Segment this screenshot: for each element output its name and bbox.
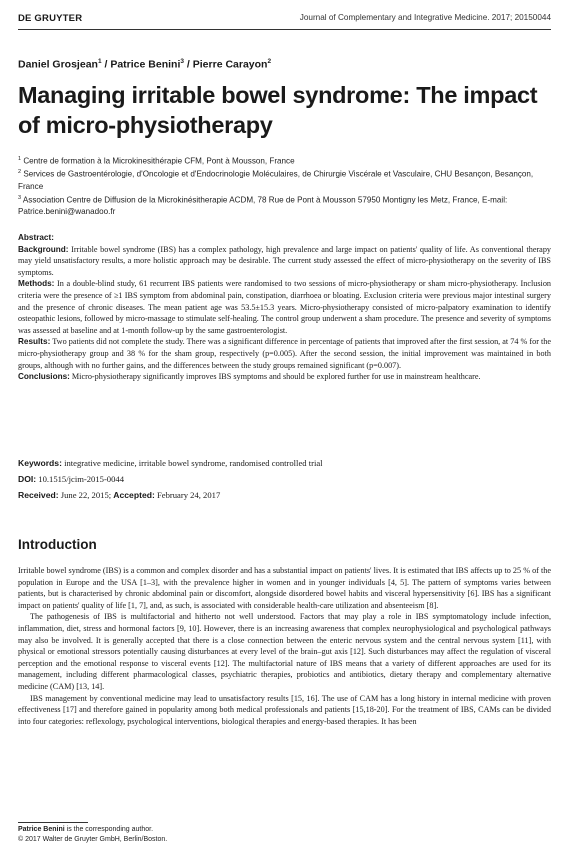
- keywords-line: Keywords: integrative medicine, irritable bowel syndrome, randomised controlled trial: [18, 458, 323, 468]
- corresponding-author-note: Patrice Benini is the corresponding author.: [18, 826, 154, 833]
- header-rule: [18, 29, 551, 30]
- doi-line: DOI: 10.1515/jcim-2015-0044: [18, 474, 124, 484]
- author-name[interactable]: Patrice Benini: [110, 58, 181, 71]
- author-name[interactable]: Pierre Carayon: [192, 58, 268, 71]
- introduction-body: [18, 565, 551, 727]
- abstract-background: Background: Irritable bowel syndrome (IBS) has a complex pathology, high prevalence and large impact on patients' quality of life. As conventional therapy may yield unsatisfactory results, a more holistic approach may be desirable. The current study assessed the effect of micro-physiotherapy on the severity of IBS symptoms.: [18, 244, 552, 277]
- footnote-rule: [18, 822, 88, 823]
- body-paragraph: IBS management by conventional medicine may lead to unsatisfactory results [15, 16]. The use of CAM has a long history in internal medicine with proven effectiveness [17] and therefore gained in popularity among both medical professionals and patients [15,18-20]. For the treatment of IBS, CAMs can be divided into four categories: reflexology, psychological interventions, biological therapies and energy-based therapies. It has been: [18, 693, 551, 726]
- affiliation-item: $^2$ Services de Gastroentérologie, d'Oncologie et d'Endocrinologie Moléculaires, de Chirurgie Viscérale et Vasculaire, CHU Besançon, Besançon, France: [18, 169, 534, 191]
- abstract-text: [18, 232, 551, 383]
- journal-citation: Journal of Complementary and Integrative Medicine. 2017; 20150044: [299, 13, 551, 22]
- article-title: Managing irritable bowel syndrome: The impact of micro-physiotherapy: [18, 82, 538, 138]
- affiliations: [18, 154, 553, 218]
- author-list: [18, 58, 271, 71]
- abstract-methods: Methods: In a double-blind study, 61 recurrent IBS patients were randomised to two sessions of micro-physiotherapy or sham micro-physiotherapy. Inclusion criteria were the presence of ≥1 IBS symptom from abdominal pain, constipation, diarrhoea or bloating. Exclusion criteria were previous major intestinal surgery and the presence of chronic diseases. The mean patient age was 53.5±15.3 years. Micro-physiotherapy consisted of micro-palpatory examination to identify osteopathic lesions, followed by micro-massage to stimulate self-healing. The control group underwent a sham procedure. The presence and severity of symptoms was assessed at baseline and at 1-month follow-up by the same gastroenterologist.: [18, 279, 552, 335]
- author-name[interactable]: Daniel Grosjean: [18, 58, 98, 71]
- copyright-notice: © 2017 Walter de Gruyter GmbH, Berlin/Boston.: [18, 836, 168, 843]
- author-separator: /: [101, 58, 111, 71]
- doi-link[interactable]: 10.1515/jcim-2015-0044: [38, 474, 124, 484]
- abstract-results: Results: Two patients did not complete the study. There was a significant difference in percentage of patients that improved after the first session, at 74 % for the micro-physiotherapy group and 38 % for the sham group, respectively (p=0.005). After the second session, the initial improvement was maintained in both groups, although with no further gains, and the differences between the study groups remained significant (p=0.007).: [18, 337, 551, 370]
- affiliation-item: $^1$ Centre de formation à la Microkinesithérapie CFM, Pont à Mousson, France: [18, 156, 295, 166]
- author-affiliation-mark: 2: [267, 58, 272, 65]
- author-separator: /: [184, 58, 193, 71]
- affiliation-item: $^3$ Association Centre de Diffusion de la Microkinésitherapie ACDM, 78 Rue de Pont à Mousson 57950 Montigny les Metz, France, E-mail: Patrice.benini@wanadoo.fr: [18, 194, 508, 217]
- dates-line: Received: June 22, 2015; Accepted: February 24, 2017: [18, 490, 221, 500]
- abstract-heading: Abstract:: [18, 233, 54, 242]
- author-affiliation-mark: 1: [97, 58, 102, 65]
- introduction-heading: Introduction: [18, 537, 97, 552]
- abstract-conclusions: Conclusions: Micro-physiotherapy significantly improves IBS symptoms and should be explored further for use in mainstream healthcare.: [18, 372, 481, 382]
- body-paragraph: Irritable bowel syndrome (IBS) is a common and complex disorder and has a substantial impact on patients' lives. It is estimated that IBS affects up to 25 % of the population in Europe and the USA [1–3], with the prevalence higher in women and in younger individuals [4, 5]. The pattern of symptoms varies between patients, but is characterised by chronic abdominal pain or discomfort, alongside disordered bowel habits and visceral hypersensitivity [6]. IBS has a significant impact on patients' quality of life [1, 7], and, as such, is associated with considerable health-care utilization and absenteeism [8].: [18, 566, 551, 610]
- body-paragraph: The pathogenesis of IBS is multifactorial and hitherto not well understood. Factors that may play a role in IBS symptomatology include infection, inflammation, diet, stress and hormonal factors [9, 10]. However, there is an increasing awareness that complex neurophysiological and psychological pathways may also be involved. It is generally accepted that there is a close connection between the enteric nervous system and the central nervous system [11], with physical or emotional stressors potentially causing disturbances at every level of the brain–gut axis [12]. Such disturbances may affect the regulation of visceral perception and the emotional response to visceral events [12]. The multifactorial nature of IBS means that a variety of different approaches are used for its management, including different pharmacological classes, psychiatric therapies, probiotics and antibiotics, dietary therapy and complementary alternative medicine (CAM) [13, 14].: [18, 612, 551, 691]
- running-header: [18, 13, 551, 27]
- author-affiliation-mark: 3: [180, 58, 184, 65]
- publisher-name: DE GRUYTER: [18, 13, 83, 24]
